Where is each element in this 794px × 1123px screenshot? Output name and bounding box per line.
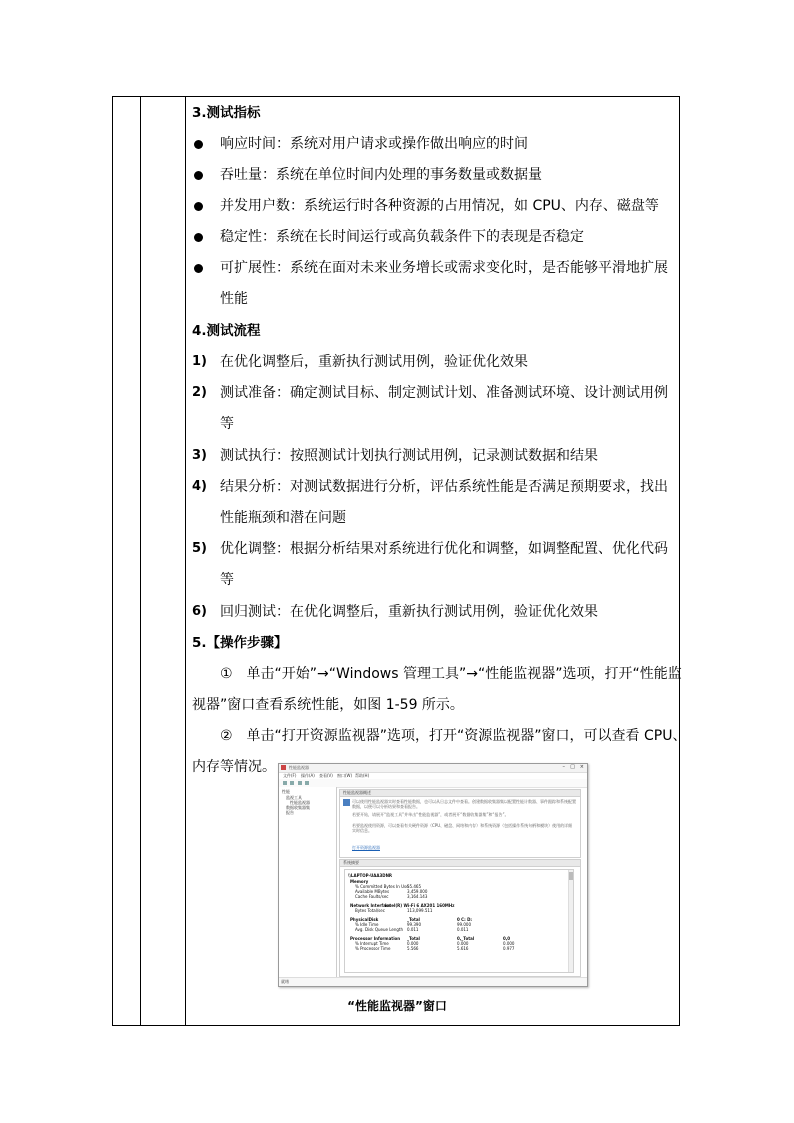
forward-icon	[290, 781, 294, 785]
maximize-icon: □	[570, 764, 575, 770]
window-title: 性能监视器	[289, 765, 309, 770]
summary-row: Available MBytes 3,459.000	[355, 889, 428, 894]
summary-row: % Idle Time 99.390 99.000	[355, 922, 471, 927]
overview-panel	[339, 789, 581, 858]
folder-icon	[298, 781, 302, 785]
summary-row: Bytes Total/sec 113,099.511	[355, 908, 433, 913]
computer-name: \\LAPTOP-UAA3DNR	[348, 873, 392, 878]
overview-text: 可以使用性能监视器实时查看性能数据，也可以从日志文件中查看。创建数据收集器集以配置性能计数器、事件跟踪和系统配置数据，以便可以分析结果和查看报告。	[352, 799, 576, 809]
scrollbar	[568, 870, 573, 972]
menu-file: 文件(F)	[283, 773, 297, 778]
summary-row: Processor Information _Total 0,_Total 0,0	[350, 936, 511, 941]
grid-icon	[305, 781, 309, 785]
tree-item: 性能监视器	[290, 800, 310, 805]
back-icon	[283, 781, 287, 785]
summary-row: Network Interface Intel(R) Wi-Fi 6 AX201 160MHz	[350, 903, 455, 908]
metrics-heading: 3.测试指标	[192, 105, 261, 121]
figure-caption: “性能监视器”窗口	[347, 999, 447, 1013]
table-column-divider	[185, 97, 186, 1025]
monitor-icon	[343, 799, 350, 806]
overview-header: 性能监视器概述	[340, 790, 580, 797]
summary-header: 系统摘要	[340, 860, 580, 867]
bullet-icon	[194, 264, 203, 273]
bullet-icon	[194, 140, 203, 149]
app-icon	[281, 765, 286, 770]
tree-item: 数据收集器集	[286, 805, 310, 810]
details-pane	[339, 789, 581, 977]
steps-heading: 5.【操作步骤】	[192, 635, 288, 651]
summary-row: % Interrupt Time 0.000 0.000 0.000	[355, 941, 515, 946]
tree-item: 报告	[286, 810, 294, 815]
scrollbar-thumb	[569, 872, 573, 880]
summary-row: PhysicalDisk _Total 0 C: D:	[350, 917, 473, 922]
system-summary-panel	[339, 859, 581, 977]
summary-row: % Processor Time 5.566 5.616 0.977	[355, 946, 515, 951]
bullet-icon	[194, 202, 203, 211]
overview-text: 若要开始，请展开“监视工具”并单击“性能监视器”，或者展开“数据收集器集”和“报告”。	[352, 812, 509, 817]
tree-item: 监视工具	[286, 795, 302, 800]
summary-row: % Committed Bytes In Use 55.465	[355, 884, 421, 889]
menu-window: 窗口(W)	[337, 773, 353, 778]
tree-item: 性能	[282, 789, 290, 794]
bullet-icon	[194, 233, 203, 242]
summary-list	[344, 869, 574, 973]
close-icon: ×	[579, 764, 584, 770]
summary-row: Memory	[350, 879, 369, 884]
table-column-divider	[140, 97, 141, 1025]
menu-view: 查看(V)	[319, 773, 333, 778]
console-tree	[279, 787, 337, 977]
menu-help: 帮助(H)	[355, 773, 370, 778]
performance-monitor-screenshot	[278, 763, 588, 987]
open-resource-monitor-link: 打开资源监视器	[352, 845, 380, 850]
overview-text: 若要监视使用资源，可以查看有关硬件资源（CPU、磁盘、网络和内存）和系统资源（包括操作系统句柄和模块）使用的详细实时信息。	[352, 823, 573, 833]
bullet-icon	[194, 171, 203, 180]
minimize-icon: –	[562, 764, 565, 770]
summary-row: Avg. Disk Queue Length 0.011 0.011	[355, 927, 469, 932]
summary-row: Cache Faults/sec 3,164.143	[355, 894, 428, 899]
process-heading: 4.测试流程	[192, 323, 261, 339]
status-bar: 就绪	[279, 977, 587, 986]
menu-action: 操作(A)	[301, 773, 315, 778]
